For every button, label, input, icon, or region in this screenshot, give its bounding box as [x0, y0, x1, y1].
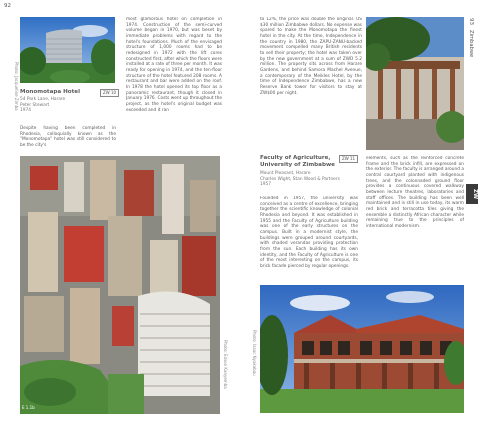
faculty-badge: ZW 11: [339, 155, 358, 163]
faculty-meta: [260, 171, 340, 188]
monomotapa-year: 1974: [20, 108, 31, 114]
monomotapa-title: Monomotapa Hotel: [20, 89, 80, 95]
faculty-address: Mount Pleasant, Harare: [260, 171, 311, 176]
monomotapa-architect: Peter Stewart: [20, 102, 50, 108]
faculty-building-photo: [260, 285, 464, 413]
monomotapa-text-col3: to 12%, the price was double the original. US $30 million Zimbabwe dollars. No expense was spared to make the Monomotapa the finest hotel in the city. At the time, Independence in the country in 1980, the ZAPU-ZANU-backed movement compelled many British residents to sell their property; the hotel was taken over by the new government at a sum of ZWD 5.2 million. The property sits across from Harare Gardens, and behind Samora Machel Avenue, a contemporary of the Meikles Hotel, by the time of Independence Zimbabwe, has a new Reserve Bank tower for visitors to stay at ZW$00 per night.: [260, 17, 362, 96]
monomotapa-text-col1: Despite having been completed in Rhodesia, colloquially known as the "Monomotapa" hotel was still considered to be the city's: [20, 126, 116, 148]
photo-credit-aerial: Photo: Edson Kanyemba: [223, 340, 228, 389]
right-page-header: Zimbabwe: [468, 30, 474, 58]
faculty-architect: Charles Wight, Stan Wood & Partners: [260, 176, 340, 182]
right-page-number: 93: [468, 18, 474, 25]
photo-credit-faculty: Photo: Isaac Nyakabau: [252, 330, 257, 376]
monomotapa-hotel-photo: [20, 17, 115, 83]
aerial-caption: E 1.1b: [22, 405, 35, 410]
faculty-title-line2: University of Zimbabwe: [260, 162, 335, 168]
monomotapa-text-col2: most glamorous hotel on completion in 1974. Construction of the semi-curved volume began in 1970, but was beset by immediate problems with regard to the hotel's foundations. Much of the envisaged structure of 1,000 rooms had to be redesigned in 1972 with the lift cores constructed first, after which the floors were installed at a rate of three per month. It was ready for opening in 1974, and the ten-floor structure of the hotel featured 208 rooms. A restaurant and bar were added on the roof. In 1978 the hotel opened its top floor as a panoramic restaurant, though it closed in January 1976. Costs went up throughout the project, as the hotel's original budget was exceeded and it ran: [126, 17, 222, 113]
country-tab: ZW: [466, 184, 478, 204]
monomotapa-address: 54 Park Lane, Harare: [20, 97, 66, 102]
left-page-number: 92: [4, 3, 11, 9]
photo-credit-top-left: Photo: Jacqueline Zimba: [14, 62, 19, 111]
colonnade-photo: [366, 17, 464, 150]
faculty-year: 1957: [260, 182, 271, 188]
aerial-city-photo: [20, 156, 220, 414]
faculty-title-line1: Faculty of Agriculture,: [260, 155, 331, 161]
monomotapa-badge: ZW 10: [100, 89, 119, 97]
monomotapa-meta: [20, 97, 65, 114]
faculty-text-col2: Founded in 1957, the university was conceived as a centre of excellence, bringing together the scientific knowledge of colonial Rhodesia and beyond. It was established in 1955 and the Faculty of Agriculture building was one of the early structures on the campus. Built in a modernist style, the buildings were grouped around courtyards, with shaded verandas providing protection from the sun. Each building has its own identity, and the Faculty of Agriculture is one of the most interesting on the campus, its brick facade pierced by regular openings.: [260, 196, 358, 269]
faculty-text-col3: elements, such as the reinforced concrete frame and the brick infill, are expressed on the exterior. The faculty is arranged around a central courtyard planted with indigenous trees, and the colonnaded ground floor provides a continuous covered walkway between lecture theatres, laboratories and staff offices. The building has been well maintained and is still in use today, its warm red brick and terracotta tiles giving the ensemble a distinctly African character while remaining true to the principles of international modernism.: [366, 156, 464, 229]
